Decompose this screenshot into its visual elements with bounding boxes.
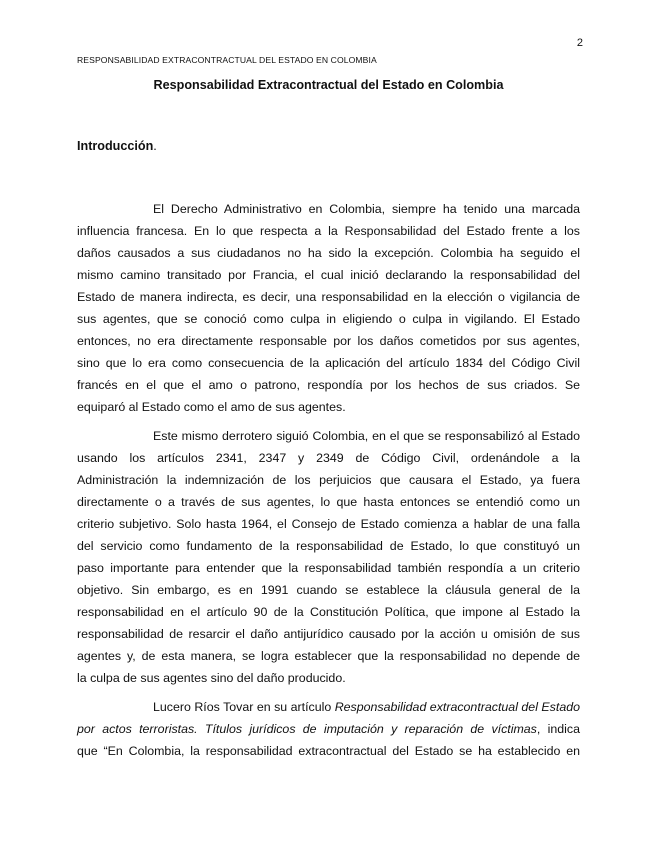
paragraph-2	[77, 425, 580, 689]
paragraph-1	[77, 198, 580, 418]
section-heading-text: Introducción	[77, 139, 154, 153]
section-heading-introduccion	[77, 139, 377, 153]
paragraph-line	[77, 718, 580, 740]
paragraph-3	[77, 696, 580, 762]
paragraph-line: Estado de manera indirecta, es decir, una responsabilidad en la elección o vigilancia de	[77, 290, 580, 304]
article-title-part-2: por actos terroristas. Títulos jurídicos de imputación y reparación de víctimas	[77, 722, 537, 736]
paragraph-line: entonces, no era directamente responsable por los daños cometidos por sus agentes,	[77, 334, 580, 348]
paragraph-line: usando los artículos 2341, 2347 y 2349 de Código Civil, ordenándole a la	[77, 451, 580, 465]
running-header: RESPONSABILIDAD EXTRACONTRACTUAL DEL ESTADO EN COLOMBIA	[77, 55, 377, 65]
paragraph-line: Este mismo derrotero siguió Colombia, en el que se responsabilizó al Estado	[153, 429, 580, 443]
paragraph-line: daños causados a sus ciudadanos no ha sido la excepción. Colombia ha seguido el	[77, 246, 580, 260]
paragraph-line: sus agentes, que se conoció como culpa in eligiendo o culpa in vigilando. El Estado	[77, 312, 580, 326]
section-heading-period: .	[153, 139, 157, 153]
paragraph-line: del servicio como fundamento de la responsabilidad de Estado, lo que constituyó un	[77, 539, 580, 553]
page-number: 2	[576, 37, 583, 49]
paragraph-line: paso importante para entender que la responsabilidad también respondía a un criterio	[77, 561, 580, 575]
paragraph-line: criterio subjetivo. Solo hasta 1964, el Consejo de Estado comienza a hablar de una falla	[77, 517, 580, 531]
paragraph-line: El Derecho Administrativo en Colombia, siempre ha tenido una marcada	[153, 202, 580, 216]
indica-text: , indica	[536, 722, 580, 736]
body-text	[77, 198, 580, 769]
paragraph-line: directamente o a través de sus agentes, lo que hasta entonces se entendió como un	[77, 495, 580, 509]
paragraph-line: responsabilidad en el artículo 90 de la Constitución Política, que impone al Estado la	[77, 605, 580, 619]
paragraph-line	[77, 696, 580, 718]
document-title: Responsabilidad Extracontractual del Estado en Colombia	[153, 78, 504, 92]
paragraph-line: objetivo. Sin embargo, es en 1991 cuando se establece la cláusula general de la	[77, 583, 580, 597]
paragraph-line: mismo camino transitado por Francia, el cual inició declarando la responsabilidad del	[77, 268, 580, 282]
author-intro-text: Lucero Ríos Tovar en su artículo	[153, 700, 335, 714]
paragraph-line: equiparó al Estado como el amo de sus agentes.	[77, 400, 346, 414]
paragraph-line: francés en el que el amo o patrono, respondía por los hechos de sus criados. Se	[77, 378, 580, 392]
paragraph-line: que “En Colombia, la responsabilidad extracontractual del Estado se ha establecido en	[77, 744, 580, 758]
paragraph-line: influencia francesa. En lo que respecta a la Responsabilidad del Estado frente a los	[77, 224, 580, 238]
paragraph-line: responsabilidad de resarcir el daño antijurídico causado por la acción u omisión de sus	[77, 627, 580, 641]
paragraph-line: la culpa de sus agentes sino del daño producido.	[77, 671, 346, 685]
paragraph-line: Administración la indemnización de los perjuicios que causara el Estado, ya fuera	[77, 473, 580, 487]
paragraph-line: sino que lo era como consecuencia de la aplicación del artículo 1834 del Código Civil	[77, 356, 580, 370]
paragraph-line: agentes y, de esta manera, se logra establecer que la responsabilidad no depende de	[77, 649, 580, 663]
article-title-part-1: Responsabilidad extracontractual del Estado	[334, 700, 580, 714]
